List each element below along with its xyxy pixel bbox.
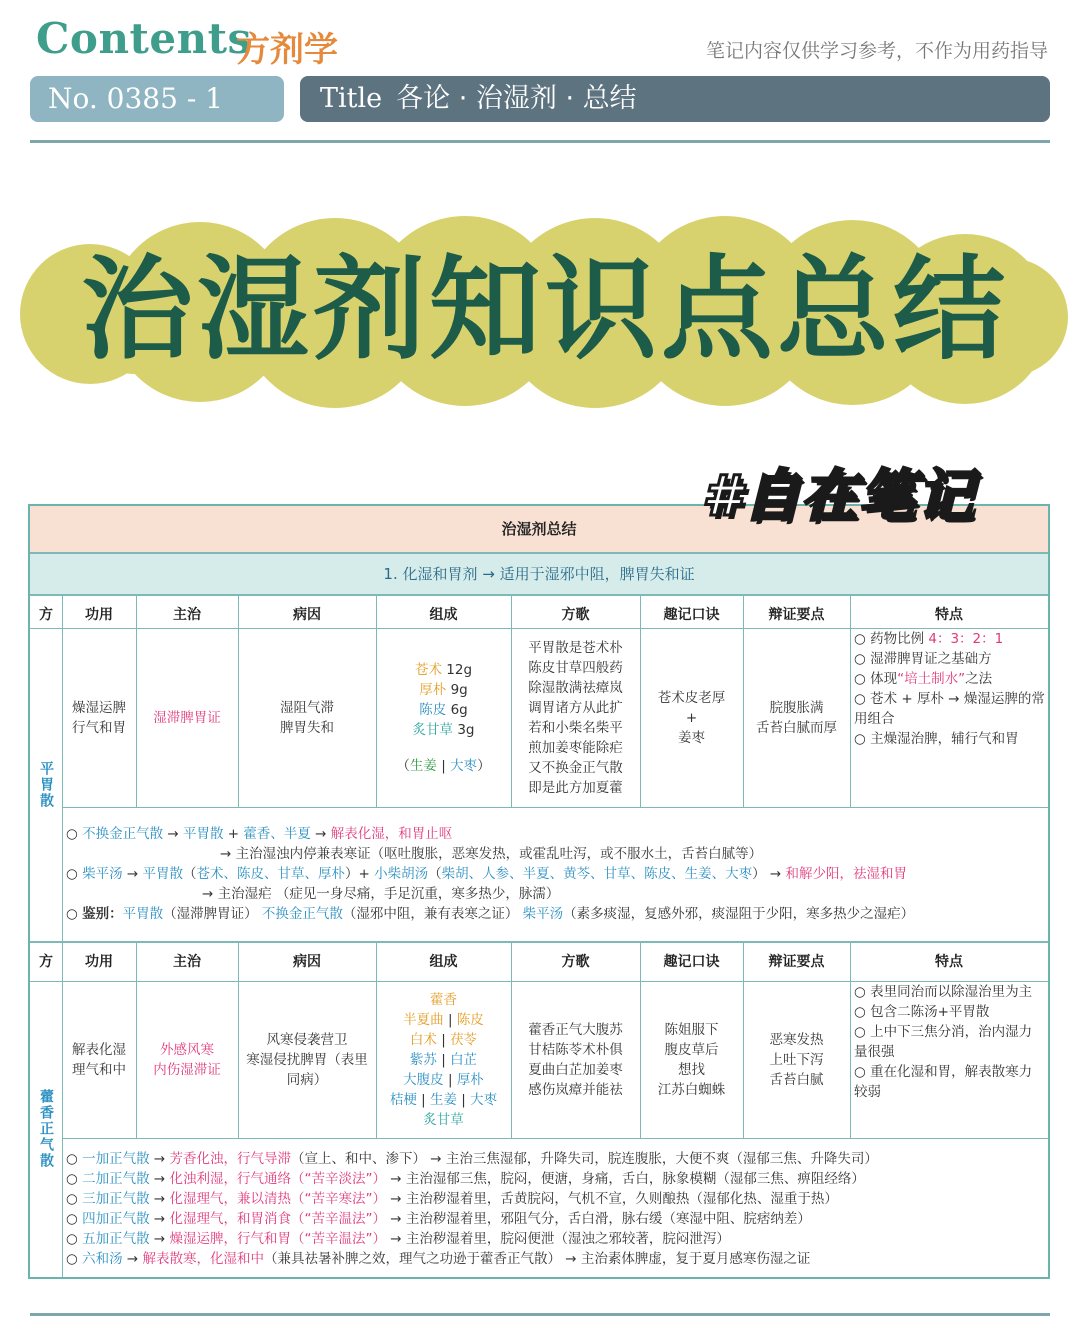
formula-name-huoxiang: 藿香正气散: [38, 1088, 54, 1169]
banner-title: 治湿剂知识点总结: [81, 244, 1009, 375]
title-bar: [300, 76, 1050, 122]
huoxiang-zucheng: 藿香 半夏曲 | 陈皮 白术 | 茯苓 紫苏 | 白芷 大腹皮 | 厚朴 桔梗 | 生姜 | 大枣 炙甘草: [389, 992, 498, 1128]
col-header-quji: 趣记口诀: [663, 607, 720, 623]
huoxiang-quji: 陈姐服下 腹皮草后 想找 江苏白蜘蛛: [657, 1022, 726, 1098]
col-header-fangge: 方歌: [561, 607, 590, 623]
col-header-fang-2: 方: [39, 954, 53, 970]
huoxiang-gongyong: 解表化湿 理气和中: [72, 1042, 126, 1078]
pingwei-bingyin: 湿阻气滞 脾胃失和: [280, 700, 334, 736]
col-header-zucheng-2: 组成: [429, 954, 458, 970]
col-header-zhuzhi: 主治: [173, 607, 201, 623]
col-header-tedian: 特点: [935, 607, 963, 623]
note-number-badge: [30, 76, 284, 122]
col-header-zhuzhi-2: 主治: [173, 954, 201, 970]
col-header-bingyin-2: 病因: [293, 954, 321, 970]
summary-table: [28, 504, 1050, 1279]
huoxiang-fangge: 藿香正气大腹苏 甘桔陈苓术朴俱 夏曲白芷加姜枣 感伤岚瘴并能祛: [528, 1022, 623, 1098]
pingwei-tedian: ○ 药物比例 4：3：2：1 ○ 湿滞脾胃证之基础方 ○ 体现“培土制水”之法 ○ 苍术 + 厚朴 → 燥湿运脾的常 用组合 ○ 主燥湿治脾，辅行气和胃: [854, 631, 1045, 747]
banner: [20, 214, 1070, 410]
pingwei-zhuzhi: 湿滞脾胃证: [153, 710, 221, 726]
huoxiang-bingyin: 风寒侵袭营卫 寒湿侵扰脾胃（表里 同病）: [246, 1032, 368, 1088]
pingwei-fangge: 平胃散是苍术朴 陈皮甘草四般药 除湿散满祛瘴岚 调胃诸方从此扩 若和小柴名柴平 煎加姜枣能除疟 又不换金正气散 即是此方加夏藿: [528, 640, 623, 796]
col-header-quji-2: 趣记口诀: [663, 954, 720, 970]
col-header-gongyong-2: 功用: [85, 954, 113, 970]
huoxiang-zhuzhi: 外感风寒 内伤湿滞证: [153, 1042, 221, 1078]
hashtag-stamp: #自在笔记: [702, 464, 975, 529]
disclaimer-note: 笔记内容仅供学习参考，不作为用药指导: [705, 40, 1048, 62]
pingwei-bianzheng: 脘腹胀满 舌苔白腻而厚: [756, 700, 837, 736]
pingwei-gongyong: 燥湿运脾 行气和胃: [72, 700, 126, 736]
col-header-fangge-2: 方歌: [561, 954, 590, 970]
col-header-fang: 方: [39, 607, 53, 623]
note-number: No. 0385 - 1: [48, 82, 223, 115]
section-heading: 1. 化湿和胃剂 → 适用于湿邪中阻，脾胃失和证: [30, 554, 1048, 594]
subject-label: 方剂学: [236, 30, 338, 70]
pingwei-notes: ○ 不换金正气散 → 平胃散 + 藿香、半夏 → 解表化湿，和胃止呕 → 主治湿浊内停兼表寒证（呕吐腹胀，恶寒发热，或霍乱吐泻，或不服水土，舌苔白腻等） ○ 柴平汤 → 平胃散（苍术、陈皮、甘草、厚朴）+ 小柴胡汤（柴胡、人参、半夏、黄芩、甘草、陈皮、生姜、大枣） → 和解少阳，祛湿和胃 → 主治湿疟 （症见一身尽痛，手足沉重，寒多热少，脉濡） ○ 鉴别：平胃散（湿滞脾胃证） 不换金正气散（湿邪中阻，兼有表寒之证） 柴平汤（素多痰湿，复感外邪，痰湿阻于少阳，寒多热少之湿疟）: [66, 826, 915, 922]
col-header-tedian-2: 特点: [935, 954, 963, 970]
huoxiang-tedian: ○ 表里同治而以除湿治里为主 ○ 包含二陈汤+平胃散 ○ 上中下三焦分消，治内湿力 量很强 ○ 重在化湿和胃，解表散寒力 较弱: [854, 984, 1033, 1100]
page-title: 各论 · 治湿剂 · 总结: [396, 83, 637, 114]
footer-divider: [30, 1313, 1050, 1316]
huoxiang-notes: ○ 一加正气散 → 芳香化浊，行气导滞（宣上、和中、渗下） → 主治三焦湿郁，升降失司，脘连腹胀，大便不爽（湿郁三焦、升降失司） ○ 二加正气散 → 化浊利湿，行气通络（“苦辛淡法”） → 主治湿郁三焦，脘闷，便溏，身痛，舌白，脉象模糊（湿郁三焦、痹阻经络） ○ 三加正气散 → 化湿理气，兼以清热（“苦辛寒法”） → 主治秽湿着里，舌黄脘闷，气机不宣，久则酿热（湿郁化热、湿重于热） ○ 四加正气散 → 化湿理气，和胃消食（“苦辛温法”） → 主治秽湿着里，邪阻气分，舌白滑，脉右缓（寒湿中阻、脘痞纳差） ○ 五加正气散 → 燥湿运脾，行气和胃（“苦辛温法”） → 主治秽湿着里，脘闷便泄（湿浊之邪较著，脘闷泄泻） ○ 六和汤 → 解表散寒，化湿和中（兼具祛暑补脾之效，理气之功逊于藿香正气散） → 主治素体脾虚，复于夏月感寒伤湿之证: [66, 1151, 878, 1267]
formula-name-pingwei: 平胃散: [38, 761, 54, 809]
pingwei-zucheng: 苍术 12g 厚朴 9g 陈皮 6g 炙甘草 3g （生姜 | 大枣）: [396, 662, 491, 774]
header-divider: [30, 140, 1050, 143]
table-title: 治湿剂总结: [30, 506, 1048, 552]
contents-label: Contents: [36, 14, 252, 63]
col-header-bingyin: 病因: [293, 607, 321, 623]
huoxiang-bianzheng: 恶寒发热 上吐下泻 舌苔白腻: [769, 1032, 824, 1088]
col-header-bianzheng: 辩证要点: [768, 607, 825, 623]
col-header-bianzheng-2: 辩证要点: [768, 954, 825, 970]
col-header-zucheng: 组成: [429, 607, 458, 623]
col-header-gongyong: 功用: [85, 607, 113, 623]
title-label: Title: [320, 83, 383, 114]
pingwei-quji: 苍术皮老厚 + 姜枣: [657, 690, 726, 746]
